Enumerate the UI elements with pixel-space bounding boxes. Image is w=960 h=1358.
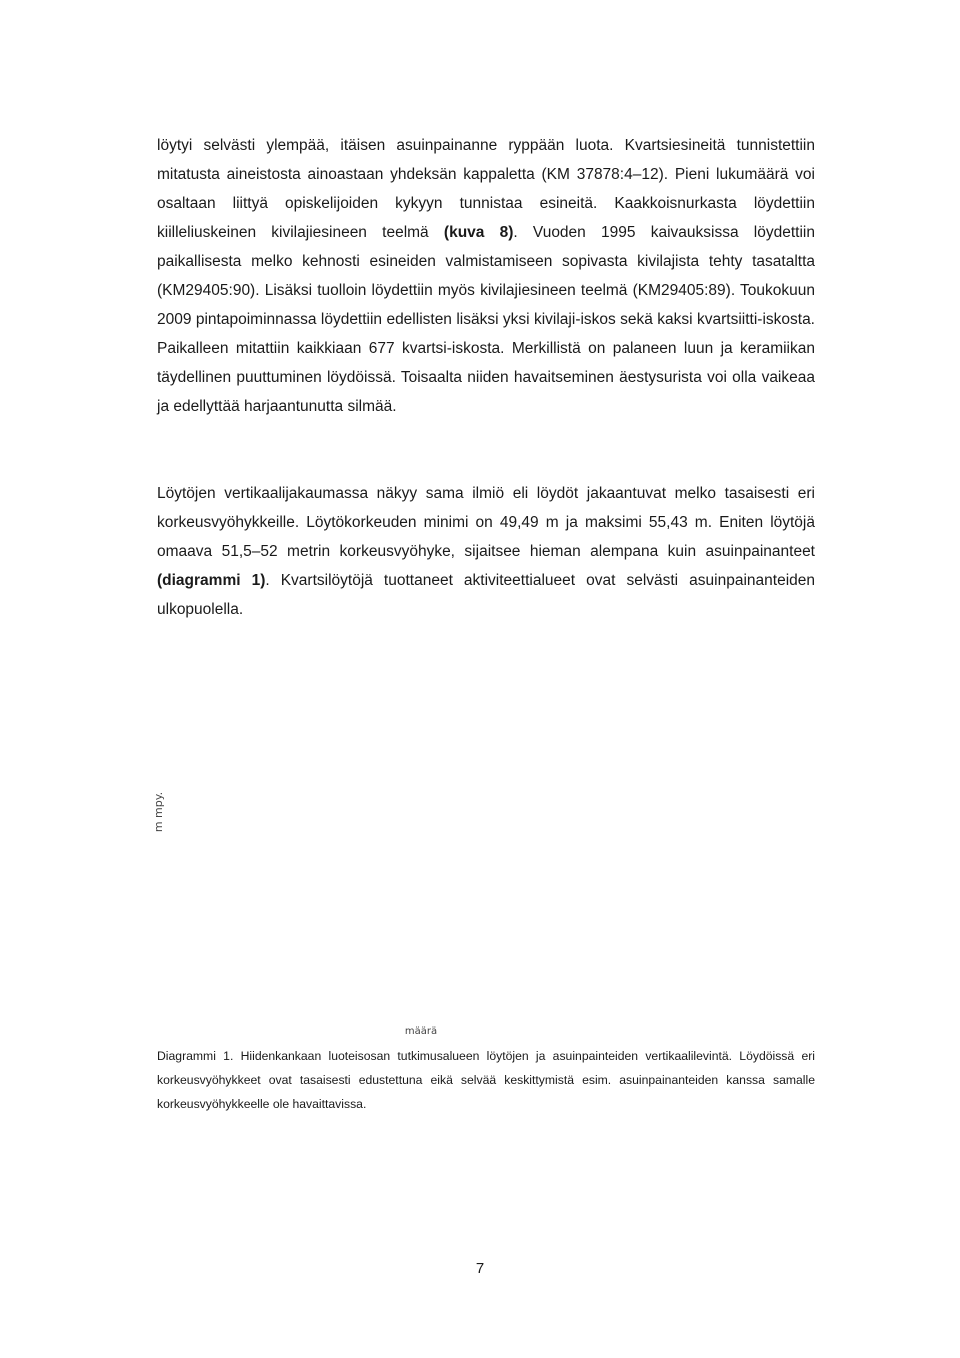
- p1-segment: löytyi selvästi ylempää, itäisen asuinpainanne ryppään luota. Kvartsiesineitä tunnistettiin mitatusta aineistosta ainoastaan yhdeksän kappaletta (KM 37878:4–12). Pieni lukumäärä voi osaltaan liittyä opiskelijoiden kykyyn tunnistaa esineitä. Kaakkoisnurkasta löydettiin kiilleliuskeinen kivilajiesineen teelmä: [157, 137, 815, 241]
- page-number: 7: [475, 1260, 485, 1277]
- p2-segment: (diagrammi 1): [157, 572, 266, 589]
- p1-segment: (kuva 8): [443, 224, 514, 241]
- y-axis-label: m mpy.: [152, 791, 165, 833]
- p1-segment: . Vuoden 1995 kaivauksissa löydettiin paikallisesta melko kehnosti esineiden valmistamiseen sopivasta kivilajista tehty tasataltta (KM29405:90). Lisäksi tuolloin löydettiin myös kivilajiesineen teelmä (KM29405:89). Toukokuun 2009 pintapoiminnassa löydettiin edellisten lisäksi yksi kivilaji-iskos sekä kaksi kvartsiitti-iskosta. Paikalleen mitattiin kaikkiaan 677 kvartsi-iskosta. Merkillistä on palaneen luun ja keramiikan täydellinen puuttuminen löydöissä. Toisaalta niiden havaitseminen äestysurista voi olla vaikeaa ja edellyttää harjaantunutta silmää.: [157, 224, 815, 415]
- figure-caption: Diagrammi 1. Hiidenkankaan luoteisosan tutkimusalueen löytöjen ja asuinpainteiden vertikaalilevintä. Löydöissä eri korkeusvyöhykkeet ovat tasaisesti edustettuna eikä selvää keskittymistä esim. asuinpainanteiden kanssa samalle korkeusvyöhykkeelle ole havaittavissa.: [157, 1049, 815, 1111]
- p2-segment: . Kvartsilöytöjä tuottaneet aktiviteettialueet ovat selvästi asuinpainanteiden ulkopuolella.: [157, 572, 815, 618]
- paragraph-2: [157, 479, 815, 624]
- p2-segment: Löytöjen vertikaalijakaumassa näkyy sama ilmiö eli löydöt jakaantuvat melko tasaisesti eri korkeusvyöhykkeille. Löytökorkeuden minimi on 49,49 m ja maksimi 55,43 m. Eniten löytöjä omaava 51,5–52 metrin korkeusvyöhyke, sijaitsee hieman alempana kuin asuinpainanteet: [157, 485, 815, 560]
- diagram-1-chart: [140, 650, 840, 1040]
- x-axis-label: määrä: [404, 1026, 438, 1037]
- paragraph-1: [157, 131, 815, 421]
